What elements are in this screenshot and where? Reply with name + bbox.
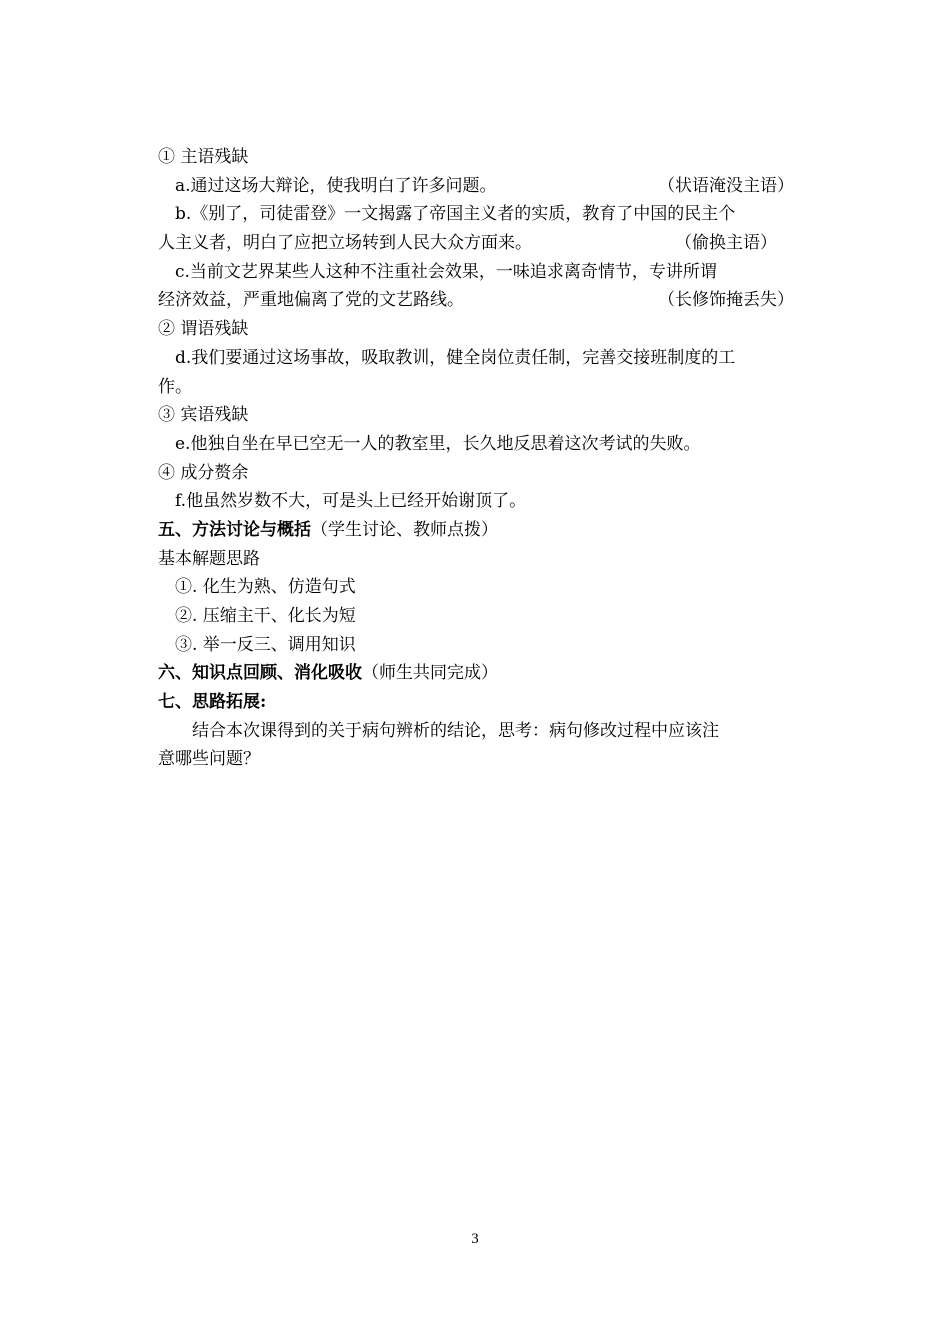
page-number: 3 — [471, 1231, 479, 1247]
basic-approach-item-1: ①. 化生为熟、仿造句式 — [175, 577, 356, 598]
basic-approach-item-2: ②. 压缩主干、化长为短 — [175, 606, 356, 626]
example-c-text2: 经济效益，严重地偏离了党的文艺路线。 — [158, 290, 464, 311]
basic-approach-item-3: ③. 举一反三、调用知识 — [175, 634, 356, 655]
section-seven-title: 七、思路拓展: — [158, 692, 267, 713]
example-b-note: （偷换主语） — [675, 233, 777, 254]
heading-predicate-missing: ② 谓语残缺 — [158, 319, 249, 340]
heading-subject-missing: ① 主语残缺 — [158, 147, 249, 167]
example-a — [158, 172, 794, 201]
example-e: e.他独自坐在早已空无一人的教室里，长久地反思着这次考试的失败。 — [175, 433, 701, 454]
example-c-line1: c.当前文艺界某些人这种不注重社会效果，一味追求离奇情节，专讲所谓 — [175, 261, 717, 282]
example-f: f.他虽然岁数不大，可是头上已经开始谢顶了。 — [175, 491, 527, 512]
example-d-line1: d.我们要通过这场事故，吸取教训，健全岗位责任制，完善交接班制度的工 — [175, 347, 736, 368]
example-a-text: a.通过这场大辩论，使我明白了许多问题。 — [175, 175, 497, 196]
basic-approach-title: 基本解题思路 — [158, 548, 260, 569]
example-c-line2 — [158, 286, 794, 315]
section-six — [158, 659, 794, 688]
heading-redundant: ④ 成分赘余 — [158, 462, 249, 483]
section-five — [158, 516, 794, 545]
section-six-title: 六、知识点回顾、消化吸收 — [158, 663, 362, 684]
example-a-note: （状语淹没主语） — [658, 175, 794, 196]
document-body — [158, 143, 794, 774]
example-c-note: （长修饰掩丢失） — [658, 290, 794, 311]
example-b-text2: 人主义者，明白了应把立场转到人民大众方面来。 — [158, 233, 532, 254]
example-b-line1: b.《别了，司徒雷登》一文揭露了帝国主义者的实质，教育了中国的民主个 — [175, 204, 736, 225]
example-b-line2 — [158, 229, 794, 258]
heading-object-missing: ③ 宾语残缺 — [158, 405, 249, 426]
section-five-title: 五、方法讨论与概括 — [158, 519, 311, 540]
section-seven-text-line1: 结合本次课得到的关于病句辨析的结论，思考：病句修改过程中应该注 — [192, 720, 719, 741]
section-six-note: （师生共同完成） — [362, 663, 498, 684]
section-seven-text-line2: 意哪些问题？ — [158, 749, 260, 770]
example-d-line2: 作。 — [158, 376, 192, 397]
section-five-note: （学生讨论、教师点拨） — [311, 519, 498, 540]
